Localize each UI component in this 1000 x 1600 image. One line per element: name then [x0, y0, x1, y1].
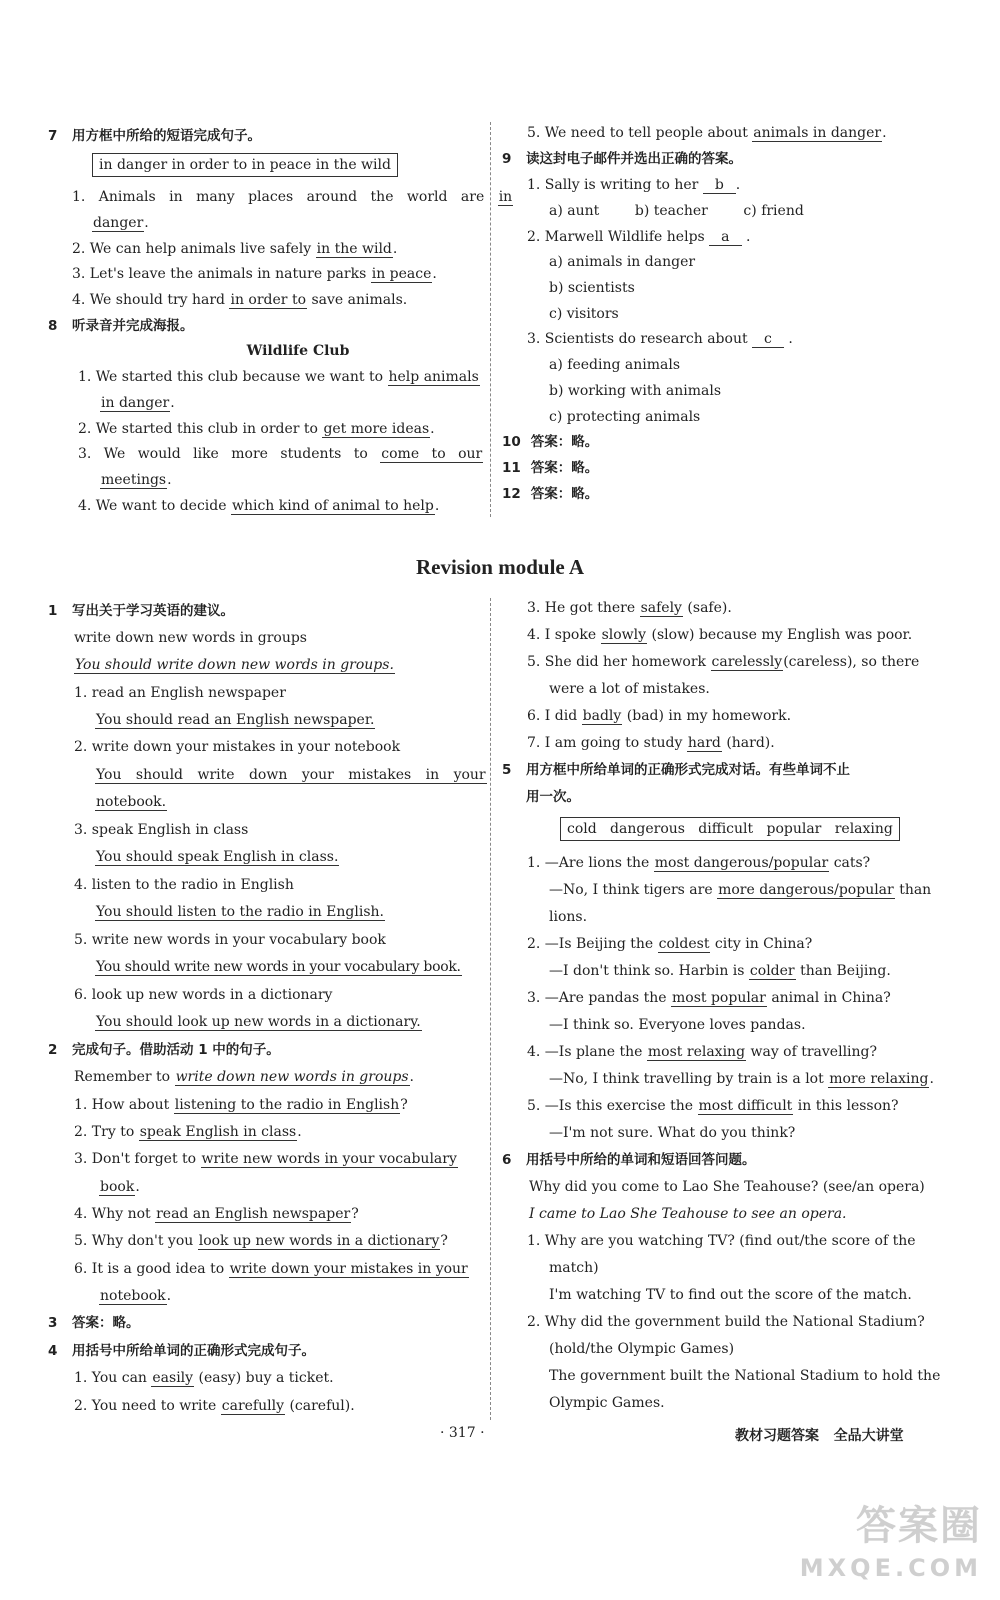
s7-item-4: 4. We should try hard in order to save animals. — [72, 292, 408, 308]
section-5-header-cont: 用一次。 — [526, 789, 580, 805]
s1-example-answer: You should write down new words in groups. — [75, 657, 394, 673]
s5-item-3: 3. —Are pandas the most popular animal in China? — [527, 990, 891, 1006]
s1-answer-5: You should write new words in your vocabulary book. — [96, 959, 461, 975]
s9-q2: 2. Marwell Wildlife helps a . — [527, 229, 751, 245]
s8-item-3-cont: meetings. — [101, 472, 172, 488]
s5-item-1-reply: —No, I think tigers are more dangerous/popular than — [549, 882, 932, 898]
s9-q3-option-c: c) protecting animals — [549, 409, 701, 425]
s1-answer-2: You should write down your mistakes in your — [96, 767, 486, 783]
s1-prompt-3: 3. speak English in class — [74, 822, 249, 838]
s1-prompt-6: 6. look up new words in a dictionary — [74, 987, 333, 1003]
s1-example-prompt: write down new words in groups — [74, 630, 307, 646]
s2-example: Remember to write down new words in groups. — [74, 1069, 414, 1085]
section-10: 10 答案：略。 — [502, 434, 599, 450]
s9-q2-option-b: b) scientists — [549, 280, 635, 296]
module-title: Revision module A — [415, 555, 585, 579]
s1-prompt-4: 4. listen to the radio in English — [74, 877, 294, 893]
s2-item-6: 6. It is a good idea to write down your mistakes in your — [74, 1261, 468, 1277]
s4-item-3: 3. He got there safely (safe). — [527, 600, 732, 616]
s5-item-5: 5. —Is this exercise the most difficult in this lesson? — [527, 1098, 899, 1114]
section-4-header: 4 用括号中所给单词的正确形式完成句子。 — [48, 1343, 315, 1359]
s2-item-3-cont: book. — [100, 1179, 140, 1195]
s4-item-6: 6. I did badly (bad) in my homework. — [527, 708, 792, 724]
s4-item-1: 1. You can easily (easy) buy a ticket. — [74, 1370, 334, 1386]
s6-question-1-cont: match) — [549, 1260, 599, 1276]
s7-item-3: 3. Let's leave the animals in nature parks in peace. — [72, 266, 437, 282]
s8-item-4: 4. We want to decide which kind of animal to help. — [78, 498, 440, 514]
page-number: · 317 · — [440, 1425, 485, 1441]
s2-item-5: 5. Why don't you look up new words in a dictionary? — [74, 1233, 448, 1249]
s5-item-1-reply-cont: lions. — [549, 909, 588, 925]
s7-item-1: 1. Animals in many places around the world are in — [72, 189, 513, 205]
column-divider-top — [490, 122, 491, 517]
s6-answer-1: I'm watching TV to find out the score of the match. — [549, 1287, 912, 1303]
s1-answer-1: You should read an English newspaper. — [96, 712, 375, 728]
s1-prompt-5: 5. write new words in your vocabulary book — [74, 932, 386, 948]
s1-answer-6: You should look up new words in a dictionary. — [96, 1014, 421, 1030]
s5-item-5-reply: —I'm not sure. What do you think? — [549, 1125, 796, 1141]
watermark-logo: 答案圈 MXQE.COM — [799, 1503, 982, 1582]
s9-q1: 1. Sally is writing to her b . — [527, 177, 741, 193]
section-8-header: 8 听录音并完成海报。 — [48, 318, 194, 334]
s1-answer-2-cont: notebook. — [96, 794, 167, 810]
s2-item-4: 4. Why not read an English newspaper? — [74, 1206, 359, 1222]
word-box: cold dangerous difficult popular relaxing — [560, 817, 900, 841]
s2-item-1: 1. How about listening to the radio in English? — [74, 1097, 408, 1113]
s4-item-2: 2. You need to write carefully (careful). — [74, 1398, 355, 1414]
s7-item-1-cont: danger. — [93, 215, 149, 231]
s9-q2-option-a: a) animals in danger — [549, 254, 696, 270]
s9-q2-option-c: c) visitors — [549, 306, 619, 322]
column-divider-bottom — [490, 598, 491, 1420]
poster-title: Wildlife Club — [246, 343, 350, 359]
section-9-header: 9 读这封电子邮件并选出正确的答案。 — [502, 151, 742, 167]
s2-item-2: 2. Try to speak English in class. — [74, 1124, 302, 1140]
s2-item-3: 3. Don't forget to write new words in your vocabulary — [74, 1151, 457, 1167]
s7-item-5: 5. We need to tell people about animals in danger. — [527, 125, 887, 141]
s5-item-1: 1. —Are lions the most dangerous/popular cats? — [527, 855, 871, 871]
s1-answer-4: You should listen to the radio in English. — [96, 904, 384, 920]
s4-item-5: 5. She did her homework carelessly(careless), so there — [527, 654, 920, 670]
s2-item-6-cont: notebook. — [100, 1288, 172, 1304]
s5-item-3-reply: —I think so. Everyone loves pandas. — [549, 1017, 806, 1033]
s8-item-1-cont: in danger. — [101, 395, 175, 411]
s7-item-2: 2. We can help animals live safely in the wild. — [72, 241, 398, 257]
s5-item-2-reply: —I don't think so. Harbin is colder than Beijing. — [549, 963, 891, 979]
s5-item-4-reply: —No, I think travelling by train is a lot more relaxing. — [549, 1071, 934, 1087]
s1-prompt-1: 1. read an English newspaper — [74, 685, 286, 701]
book-label: 教材习题答案 全品大讲堂 — [735, 1428, 904, 1444]
s4-item-4: 4. I spoke slowly (slow) because my English was poor. — [527, 627, 913, 643]
section-5-header: 5 用方框中所给单词的正确形式完成对话。有些单词不止 — [502, 762, 850, 778]
s4-item-5-cont: were a lot of mistakes. — [549, 681, 710, 697]
s9-q3-option-b: b) working with animals — [549, 383, 722, 399]
s9-q1-options: a) aunt b) teacher c) friend — [549, 203, 804, 219]
s5-item-2: 2. —Is Beijing the coldest city in China? — [527, 936, 813, 952]
section-11: 11 答案：略。 — [502, 460, 599, 476]
s1-prompt-2: 2. write down your mistakes in your notebook — [74, 739, 401, 755]
s8-item-2: 2. We started this club in order to get more ideas. — [78, 421, 435, 437]
section-12: 12 答案：略。 — [502, 486, 599, 502]
section-2-header: 2 完成句子。借助活动 1 中的句子。 — [48, 1042, 280, 1058]
s4-item-7: 7. I am going to study hard (hard). — [527, 735, 775, 751]
section-1-header: 1 写出关于学习英语的建议。 — [48, 603, 234, 619]
section-7-header: 7 用方框中所给的短语完成句子。 — [48, 128, 261, 144]
section-3: 3 答案：略。 — [48, 1315, 140, 1331]
s6-question-1: 1. Why are you watching TV? (find out/the score of the — [527, 1233, 916, 1249]
s8-item-1: 1. We started this club because we want to help animals — [78, 369, 479, 385]
s6-question-2-cont: (hold/the Olympic Games) — [549, 1341, 735, 1357]
s9-q3: 3. Scientists do research about c . — [527, 331, 793, 347]
s6-example-question: Why did you come to Lao She Teahouse? (see/an opera) — [529, 1179, 925, 1195]
s6-question-2: 2. Why did the government build the National Stadium? — [527, 1314, 925, 1330]
s8-item-3: 3. We would like more students to come to our — [78, 446, 483, 462]
s9-q3-option-a: a) feeding animals — [549, 357, 681, 373]
s5-item-4: 4. —Is plane the most relaxing way of travelling? — [527, 1044, 878, 1060]
section-6-header: 6 用括号中所给的单词和短语回答问题。 — [502, 1152, 756, 1168]
s6-example-answer: I came to Lao She Teahouse to see an opera. — [529, 1206, 847, 1222]
s1-answer-3: You should speak English in class. — [96, 849, 339, 865]
s6-answer-2-cont: Olympic Games. — [549, 1395, 665, 1411]
phrase-box: in danger in order to in peace in the wild — [92, 153, 398, 177]
s6-answer-2: The government built the National Stadium to hold the — [549, 1368, 941, 1384]
